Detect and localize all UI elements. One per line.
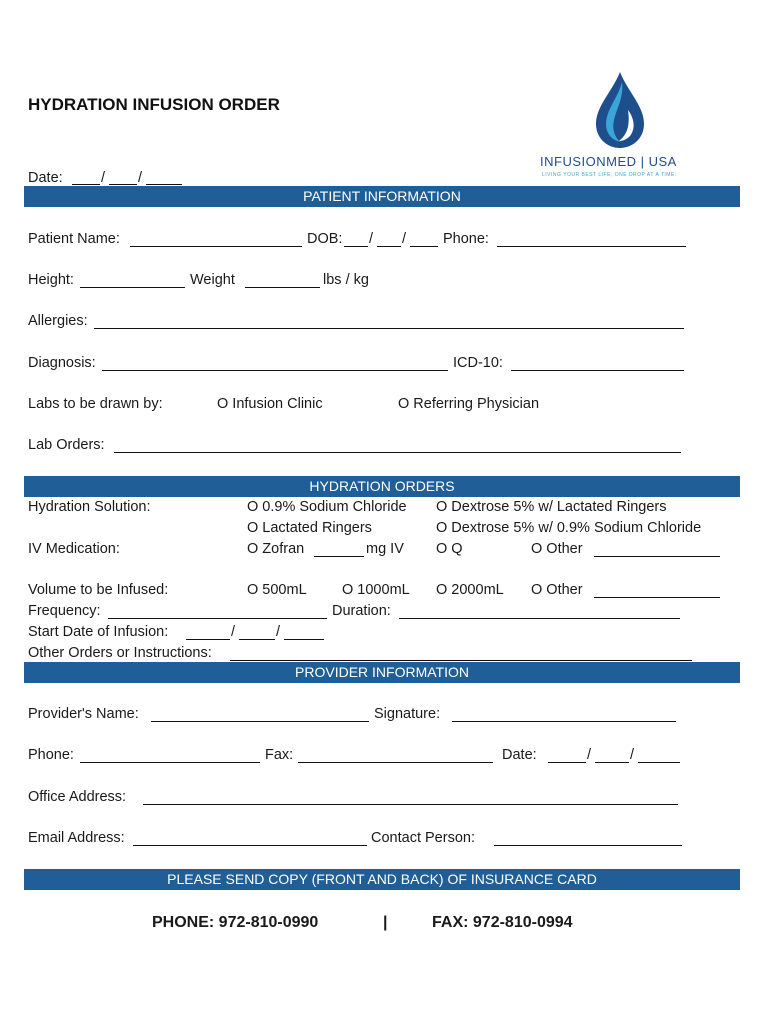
height-label: Height: <box>28 272 74 288</box>
dob-month-field[interactable] <box>344 246 368 247</box>
dob-day-field[interactable] <box>377 246 401 247</box>
provider-information-header: PROVIDER INFORMATION <box>24 662 740 683</box>
provider-phone-field[interactable] <box>80 762 260 763</box>
iv-medication-label: IV Medication: <box>28 541 120 557</box>
page-title: HYDRATION INFUSION ORDER <box>28 95 280 114</box>
allergies-field[interactable] <box>94 328 684 329</box>
provider-name-field[interactable] <box>151 721 369 722</box>
zofran-dose-field[interactable] <box>314 556 364 557</box>
solution-option-sodium-chloride[interactable]: O 0.9% Sodium Chloride <box>247 499 407 515</box>
logo-tagline: LIVING YOUR BEST LIFE, ONE DROP AT A TIME. <box>542 172 677 178</box>
volume-label: Volume to be Infused: <box>28 582 169 598</box>
patient-name-field[interactable] <box>130 246 302 247</box>
solution-option-dextrose-lactated-ringers[interactable]: O Dextrose 5% w/ Lactated Ringers <box>436 499 667 515</box>
duration-label: Duration: <box>332 603 391 619</box>
other-orders-field[interactable] <box>230 660 692 661</box>
patient-information-header: PATIENT INFORMATION <box>24 186 740 207</box>
date-month-field[interactable] <box>72 184 100 185</box>
diagnosis-field[interactable] <box>102 370 448 371</box>
weight-field[interactable] <box>245 287 320 288</box>
start-day-field[interactable] <box>239 639 275 640</box>
provider-date-label: Date: <box>502 747 537 763</box>
lab-orders-field[interactable] <box>114 452 681 453</box>
signature-field[interactable] <box>452 721 676 722</box>
volume-other-field[interactable] <box>594 597 720 598</box>
iv-other-field[interactable] <box>594 556 720 557</box>
date-year-field[interactable] <box>146 184 182 185</box>
patient-phone-field[interactable] <box>497 246 686 247</box>
dob-label: DOB: <box>307 231 343 247</box>
provider-fax-field[interactable] <box>298 762 493 763</box>
email-address-label: Email Address: <box>28 830 125 846</box>
volume-option-2000ml[interactable]: O 2000mL <box>436 582 504 598</box>
logo <box>540 70 700 182</box>
icd10-field[interactable] <box>511 370 684 371</box>
solution-option-lactated-ringers[interactable]: O Lactated Ringers <box>247 520 372 536</box>
start-date-label: Start Date of Infusion: <box>28 624 169 640</box>
volume-option-1000ml[interactable]: O 1000mL <box>342 582 410 598</box>
height-field[interactable] <box>80 287 185 288</box>
insurance-card-notice: PLEASE SEND COPY (FRONT AND BACK) OF INSURANCE CARD <box>24 869 740 890</box>
icd10-label: ICD-10: <box>453 355 503 371</box>
frequency-label: Frequency: <box>28 603 101 619</box>
contact-person-field[interactable] <box>494 845 682 846</box>
hydration-orders-header: HYDRATION ORDERS <box>24 476 740 497</box>
volume-option-other[interactable]: O Other <box>531 582 583 598</box>
provider-phone-label: Phone: <box>28 747 74 763</box>
dob-year-field[interactable] <box>410 246 438 247</box>
allergies-label: Allergies: <box>28 313 88 329</box>
start-year-field[interactable] <box>284 639 324 640</box>
labs-drawn-by-label: Labs to be drawn by: <box>28 396 163 412</box>
weight-unit: lbs / kg <box>323 272 369 288</box>
footer-phone: PHONE: 972-810-0990 <box>152 914 319 931</box>
footer-fax: FAX: 972-810-0994 <box>432 914 573 931</box>
email-address-field[interactable] <box>133 845 367 846</box>
date-day-field[interactable] <box>109 184 137 185</box>
iv-option-other[interactable]: O Other <box>531 541 583 557</box>
volume-option-500ml[interactable]: O 500mL <box>247 582 307 598</box>
provider-date-year-field[interactable] <box>638 762 680 763</box>
patient-phone-label: Phone: <box>443 231 489 247</box>
labs-option-infusion-clinic[interactable]: O Infusion Clinic <box>217 396 323 412</box>
zofran-unit: mg IV <box>366 541 404 557</box>
patient-name-label: Patient Name: <box>28 231 120 247</box>
start-month-field[interactable] <box>186 639 230 640</box>
duration-field[interactable] <box>399 618 680 619</box>
iv-option-q[interactable]: O Q <box>436 541 463 557</box>
diagnosis-label: Diagnosis: <box>28 355 96 371</box>
provider-date-day-field[interactable] <box>595 762 629 763</box>
provider-date-month-field[interactable] <box>548 762 586 763</box>
other-orders-label: Other Orders or Instructions: <box>28 645 212 661</box>
signature-label: Signature: <box>374 706 441 722</box>
frequency-field[interactable] <box>108 618 327 619</box>
contact-person-label: Contact Person: <box>371 830 475 846</box>
provider-fax-label: Fax: <box>265 747 294 763</box>
lab-orders-label: Lab Orders: <box>28 437 105 453</box>
labs-option-referring-physician[interactable]: O Referring Physician <box>398 396 540 412</box>
office-address-label: Office Address: <box>28 789 127 805</box>
logo-brand-text: INFUSIONMED | USA <box>540 154 677 169</box>
provider-name-label: Provider's Name: <box>28 706 139 722</box>
iv-option-zofran[interactable]: O Zofran <box>247 541 305 557</box>
date-label: Date: <box>28 170 63 186</box>
solution-option-dextrose-sodium-chloride[interactable]: O Dextrose 5% w/ 0.9% Sodium Chloride <box>436 520 702 536</box>
footer-separator: | <box>383 914 388 931</box>
hydration-solution-label: Hydration Solution: <box>28 499 151 515</box>
office-address-field[interactable] <box>143 804 678 805</box>
water-drop-icon <box>592 70 648 150</box>
weight-label: Weight <box>190 272 235 288</box>
